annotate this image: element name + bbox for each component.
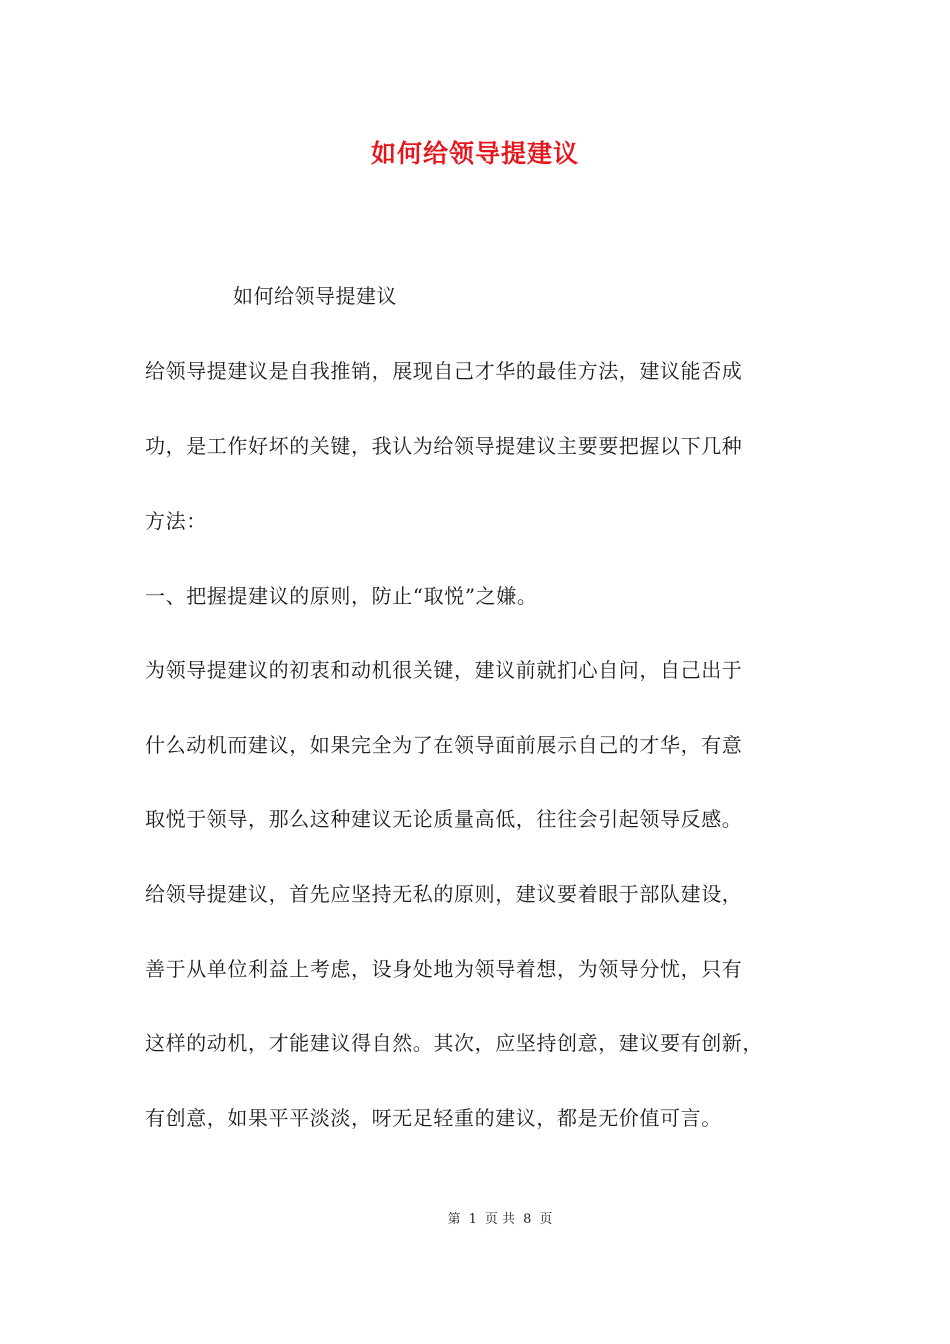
paragraph-line: 为领导提建议的初衷和动机很关键，建议前就扪心自问，自己出于 bbox=[145, 658, 743, 682]
page-footer bbox=[0, 1208, 950, 1227]
section-heading: 一、把握提建议的原则，防止“取悦”之嫌。 bbox=[145, 584, 538, 608]
footer-page-number: 1 bbox=[468, 1212, 477, 1227]
paragraph-line: 善于从单位利益上考虑，设身处地为领导着想，为领导分忧，只有 bbox=[145, 957, 743, 981]
paragraph-line: 方法： bbox=[145, 509, 207, 533]
paragraph-line: 给领导提建议，首先应坚持无私的原则，建议要着眼于部队建设， bbox=[145, 882, 743, 906]
footer-total-pages: 8 bbox=[523, 1212, 532, 1227]
paragraph-line: 什么动机而建议，如果完全为了在领导面前展示自己的才华，有意 bbox=[145, 733, 743, 757]
document-subtitle: 如何给领导提建议 bbox=[233, 284, 397, 308]
paragraph-line: 功，是工作好坏的关键，我认为给领导提建议主要要把握以下几种 bbox=[145, 434, 743, 458]
footer-middle: 页 共 bbox=[484, 1212, 516, 1227]
paragraph-line: 这样的动机，才能建议得自然。其次，应坚持创意，建议要有创新， bbox=[145, 1031, 763, 1055]
paragraph-line: 给领导提建议是自我推销，展现自己才华的最佳方法，建议能否成 bbox=[145, 359, 743, 383]
footer-suffix: 页 bbox=[539, 1212, 553, 1227]
paragraph-line: 有创意，如果平平淡淡，呀无足轻重的建议，都是无价值可言。 bbox=[145, 1106, 722, 1130]
paragraph-line: 取悦于领导，那么这种建议无论质量高低，往往会引起领导反感。 bbox=[145, 807, 743, 831]
document-title: 如何给领导提建议 bbox=[370, 139, 579, 168]
footer-prefix: 第 bbox=[447, 1212, 461, 1227]
